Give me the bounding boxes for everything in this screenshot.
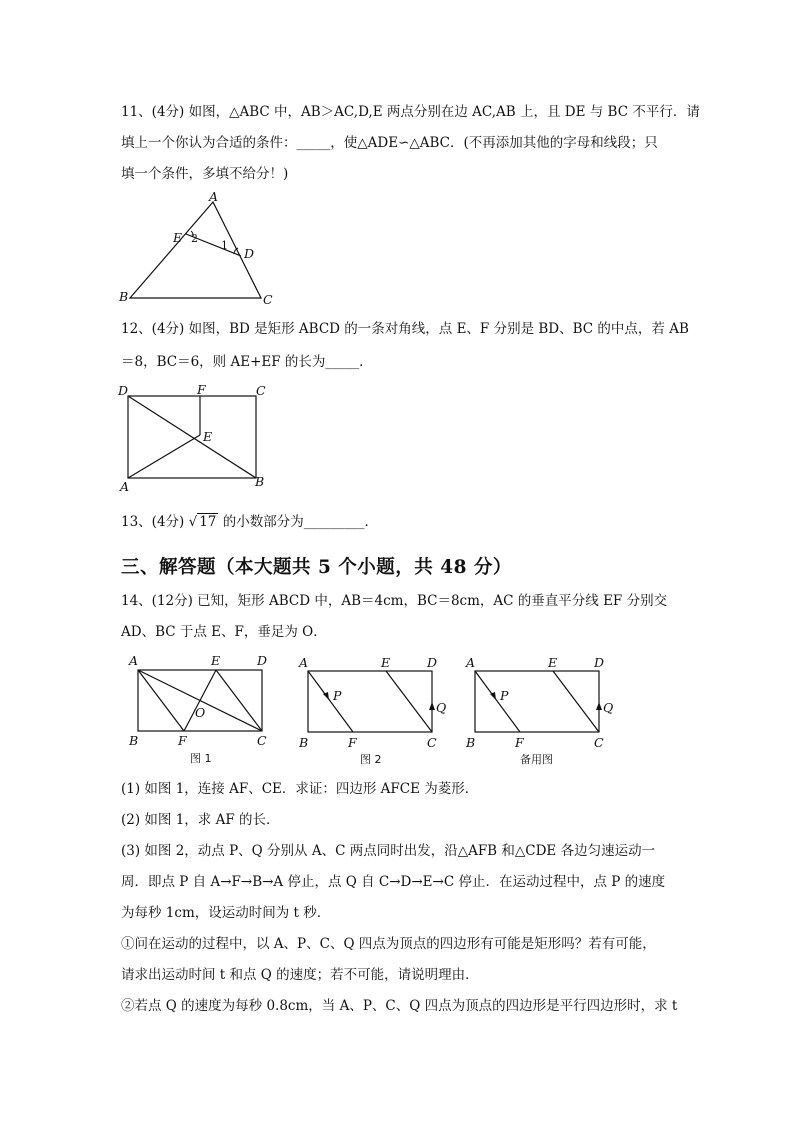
q14-sub-1-line-2: 请求出运动时间 t 和点 Q 的速度；若不可能，请说明理由．: [121, 967, 479, 983]
fig2-label-e: E: [381, 655, 391, 670]
fig1-label-b: B: [129, 733, 139, 748]
q14-part-3-line-2: 周．即点 P 自 A→F→B→A 停止，点 Q 自 C→D→E→C 停止．在运动过程中，点 P 的速度: [121, 874, 666, 890]
fig2-label-a: A: [299, 655, 309, 670]
fig1-label-f: F: [178, 733, 187, 748]
q12-label-b: B: [255, 474, 265, 489]
q14-part-1: (1) 如图 1，连接 AF、CE．求证：四边形 AFCE 为菱形．: [121, 781, 479, 797]
sqrt-sign-icon: √: [188, 514, 198, 530]
q14-part-3-line-1: (3) 如图 2，动点 P、Q 分别从 A、C 两点同时出发，沿△AFB 和△CDE 各边匀速运动一: [121, 843, 656, 859]
q12-label-a: A: [120, 479, 130, 494]
q13-prefix: 13、(4分): [121, 514, 185, 530]
segment-ae: [128, 435, 200, 478]
fig2-caption: 图 2: [360, 753, 382, 766]
fig2-rectangle: [308, 671, 432, 732]
q14-figure-1: [125, 651, 275, 769]
q13-suffix: 的小数部分为_________．: [222, 514, 378, 530]
q12-label-c: C: [256, 383, 266, 398]
fig2-segment-af: [308, 671, 353, 732]
q11-text-line-1: 11、(4分) 如图，△ABC 中，AB＞AC,D,E 两点分别在边 AC,AB 上，且 DE 与 BC 不平行．请: [121, 104, 700, 120]
q14-text-line-2: AD、BC 于点 E、F，垂足为 O．: [121, 624, 327, 640]
fig1-label-d: D: [257, 653, 268, 668]
q11-label-b: B: [119, 289, 129, 304]
q12-text-line-1: 12、(4分) 如图，BD 是矩形 ABCD 的一条对角线，点 E、F 分别是 BD、BC 的中点，若 AB: [121, 321, 689, 337]
fig2-label-p: P: [333, 688, 342, 703]
fig3-label-a: A: [466, 655, 476, 670]
fig3-label-p: P: [500, 688, 509, 703]
q11-label-c: C: [263, 292, 273, 307]
q14-figure-spare: [462, 651, 622, 769]
fig1-label-e: E: [211, 653, 221, 668]
fig1-segment-ef: [184, 670, 216, 731]
q13-sqrt-expression: [189, 513, 219, 531]
q14-figure-2: [295, 651, 455, 769]
fig3-arrow-q-icon: [596, 702, 602, 710]
q11-triangle-figure: [115, 190, 285, 308]
q11-text-line-3: 填一个条件，多填不给分！): [121, 166, 289, 182]
fig3-label-c: C: [594, 735, 604, 750]
fig3-segment-af: [475, 671, 520, 732]
fig3-segment-ec: [553, 671, 599, 732]
q14-part-2: (2) 如图 1，求 AF 的长．: [121, 812, 280, 828]
fig2-label-f: F: [348, 735, 357, 750]
fig3-label-e: E: [548, 655, 558, 670]
q11-label-angle2: 2: [191, 232, 198, 245]
q12-label-e: E: [203, 429, 213, 444]
q13-radicand: 17: [199, 514, 217, 530]
q12-label-d: D: [118, 383, 129, 398]
fig2-label-c: C: [427, 735, 437, 750]
q11-label-angle1: 1: [221, 239, 228, 252]
fig1-label-c: C: [257, 733, 267, 748]
fig1-segment-ec: [216, 670, 262, 731]
diagonal-bd: [128, 396, 256, 478]
q11-label-d: D: [244, 246, 255, 261]
fig2-label-d: D: [427, 655, 438, 670]
fig2-label-b: B: [299, 735, 309, 750]
q11-label-e: E: [173, 230, 183, 245]
fig1-label-o: O: [195, 705, 206, 720]
fig3-label-d: D: [594, 655, 605, 670]
fig1-segment-af: [138, 670, 184, 731]
q14-sub-2-line-1: ②若点 Q 的速度为每秒 0.8cm，当 A、P、C、Q 四点为顶点的四边形是平行四边形时，求 t: [121, 998, 678, 1014]
fig3-caption: 备用图: [520, 753, 553, 766]
fig3-label-q: Q: [603, 700, 614, 715]
triangle-abc: [130, 202, 261, 298]
fig1-caption: 图 1: [190, 752, 212, 765]
fig1-label-a: A: [129, 653, 139, 668]
q12-text-line-2: ＝8，BC＝6，则 AE+EF 的长为_____．: [121, 354, 373, 370]
section-3-heading: 三、解答题（本大题共 5 个小题，共 48 分）: [121, 557, 512, 578]
q11-text-line-2: 填上一个你认为合适的条件：_____，使△ADE∽△ABC．(不再添加其他的字母和线段；只: [121, 135, 658, 151]
q11-label-a: A: [209, 189, 219, 204]
fig2-arrow-q-icon: [429, 702, 435, 710]
fig3-label-f: F: [515, 735, 524, 750]
q12-rectangle-figure: [115, 381, 275, 496]
fig3-rectangle: [475, 671, 599, 732]
q13-text-line: [121, 513, 378, 531]
q14-part-3-line-3: 为每秒 1cm，设运动时间为 t 秒．: [121, 905, 331, 921]
q12-label-f: F: [197, 382, 206, 397]
q14-sub-1-line-1: ①问在运动的过程中，以 A、P、C、Q 四点为顶点的四边形有可能是矩形吗？若有可能，: [121, 936, 656, 952]
q14-text-line-1: 14、(12分) 已知，矩形 ABCD 中，AB＝4cm，BC＝8cm，AC 的垂直平分线 EF 分别交: [121, 593, 668, 609]
fig2-segment-ec: [386, 671, 432, 732]
fig2-label-q: Q: [436, 700, 447, 715]
fig3-label-b: B: [466, 735, 476, 750]
